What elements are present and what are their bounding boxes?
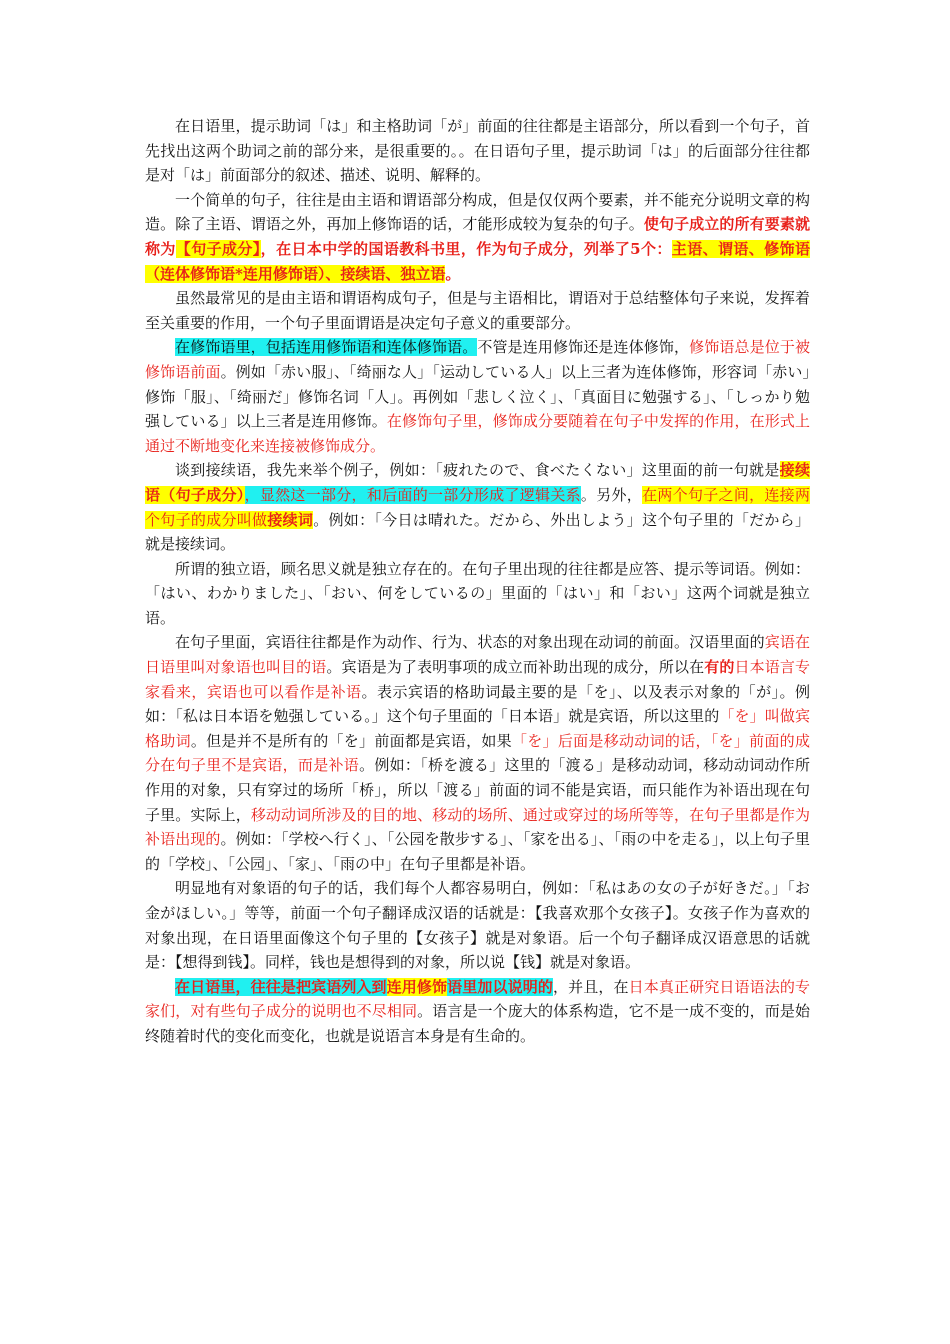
highlighted-text: 日本真正研究日语语法的专家们，对有些句子成分的说明也不尽相同 xyxy=(145,977,810,1021)
paragraph xyxy=(145,188,810,286)
highlighted-text: 语里加以说明的 xyxy=(447,977,554,996)
highlighted-text: 接续词 xyxy=(267,510,314,529)
paragraph xyxy=(145,557,810,631)
document-page xyxy=(145,114,810,1049)
paragraph xyxy=(145,876,810,974)
body-text: 。宾语是为了表明事项的成立而补助出现的成分，所以在 xyxy=(326,658,705,677)
body-text: 虽然最常见的是由主语和谓语构成句子，但是与主语相比，谓语对于总结整体句子来说，发挥着至关重要的作用，一个句子里面谓语是决定句子意义的重要部分。 xyxy=(145,289,810,332)
body-text: 。例如：「桥を渡る」这里的「渡る」是移动动词，移动动词动作所作用的对象，只有穿过的场所「桥」，所以「渡る」前面的词不能是宾语，而只能作为补语出现在句子里。实际上， xyxy=(145,756,810,824)
highlighted-text: 有的 xyxy=(704,658,735,677)
highlighted-text: ，在日本中学的国语教科书里，作为句子成分，列举了5个： xyxy=(260,239,672,258)
body-text: 不管是连用修饰还是连体修饰， xyxy=(477,338,690,357)
highlighted-text: 接续语（句子成分） xyxy=(145,461,810,504)
body-text: 。例如：「今日は晴れた。だから、外出しよう」这个句子里的「だから」就是接续词。 xyxy=(145,510,810,554)
paragraph xyxy=(145,335,810,458)
highlighted-text: 「を」叫做宾格助词 xyxy=(145,707,810,750)
highlighted-text: 在修饰句子里，修饰成分要随着在句子中发挥的作用，在形式上通过不断地变化来连接被修饰成分。 xyxy=(145,412,810,455)
highlighted-text: 连用修饰 xyxy=(386,977,448,996)
highlighted-text: 移动动词所涉及的目的地、移动的场所、通过或穿过的场所等等，在句子里都是作为补语出现的 xyxy=(145,805,810,849)
highlighted-text: 【句子成分】 xyxy=(175,239,261,258)
highlighted-text: 宾语在日语里叫对象语也叫目的语 xyxy=(145,633,810,677)
body-text: 。另外， xyxy=(580,485,643,504)
highlighted-text: 主语、谓语、修饰语（连体修饰语*连用修饰语）、接续语、独立语 xyxy=(145,239,810,283)
paragraph xyxy=(145,114,810,188)
body-text: 。例如「赤い服」、「绮丽な人」「运动している人」以上三者为连体修饰，形容词「赤い」修饰「服」、「绮丽だ」修饰名词「人」。再例如「悲しく泣く」、「真面目に勉强する」、「しっかり勉强している」以上三者是连用修饰。 xyxy=(145,362,810,431)
highlighted-text: 在两个句子之间，连接两个句子的成分叫做 xyxy=(145,485,810,529)
body-text: 谈到接续语，我先来举个例子，例如：「疲れたので、食べたくない」这里面的前一句就是 xyxy=(175,461,780,480)
highlighted-text: ，显然这一部分，和后面的一部分形成了逻辑关系 xyxy=(244,485,581,504)
highlighted-text: 。 xyxy=(445,264,461,283)
body-text: ，并且，在 xyxy=(553,977,629,996)
paragraph xyxy=(145,975,810,1049)
body-text: 一个简单的句子，往往是由主语和谓语部分构成，但是仅仅两个要素，并不能充分说明文章的构造。除了主语、谓语之外，再加上修饰语的话，才能形成较为复杂的句子。 xyxy=(145,190,810,234)
highlighted-text: 「を」后面是移动动词的话，「を」前面的成分在句子里不是宾语，而是补语 xyxy=(145,731,810,775)
body-text: 。但是并不是所有的「を」前面都是宾语，如果 xyxy=(190,731,512,750)
highlighted-text: 修饰语总是位于被修饰语前面 xyxy=(145,338,810,381)
body-text: 。表示宾语的格助词最主要的是「を」、以及表示对象的「が」。例如：「私は日本语を勉强している。」这个句子里面的「日本语」就是宾语，所以这里的 xyxy=(145,682,810,726)
highlighted-text: 在修饰语里，包括连用修饰语和连体修饰语。 xyxy=(175,338,478,357)
paragraph xyxy=(145,630,810,876)
highlighted-text: 在日语里，往往是把宾语列入到 xyxy=(175,977,387,996)
paragraph xyxy=(145,286,810,335)
body-text: 明显地有对象语的句子的话，我们每个人都容易明白，例如：「私はあの女の子が好きだ。」「お金がほしい。」等等，前面一个句子翻译成汉语的话就是：【我喜欢那个女孩子】。女孩子作为喜欢的对象出现，在日语里面像这个句子里的【女孩子】就是对象语。后一个句子翻译成汉语意思的话就是：【想得到钱】。同样，钱也是想得到的对象，所以说【钱】就是对象语。 xyxy=(145,879,810,972)
body-text: 。例如：「学校へ行く」、「公园を散步する」、「家を出る」、「雨の中を走る」，以上句子里的「学校」、「公园」、「家」、「雨の中」在句子里都是补语。 xyxy=(145,830,810,873)
highlighted-text: 日本语言专家看来，宾语也可以看作是补语 xyxy=(145,658,810,701)
highlighted-text: 使句子成立的所有要素就称为 xyxy=(145,215,810,258)
body-text: 所谓的独立语，顾名思义就是独立存在的。在句子里出现的往往都是应答、提示等词语。例如：「はい、わかりました」、「おい、何をしているの」里面的「はい」和「おい」这两个词就是独立语。 xyxy=(145,559,810,627)
paragraph xyxy=(145,458,810,556)
body-text: 。语言是一个庞大的体系构造，它不是一成不变的，而是始终随着时代的变化而变化，也就是说语言本身是有生命的。 xyxy=(145,1002,810,1045)
body-text: 在句子里面，宾语往往都是作为动作、行为、状态的对象出现在动词的前面。汉语里面的 xyxy=(175,633,765,652)
body-text: 在日语里，提示助词「は」和主格助词「が」前面的往往都是主语部分，所以看到一个句子，首先找出这两个助词之前的部分来，是很重要的。。在日语句子里，提示助词「は」的后面部分往往都是对「は」前面部分的叙述、描述、说明、解释的。 xyxy=(145,117,810,185)
